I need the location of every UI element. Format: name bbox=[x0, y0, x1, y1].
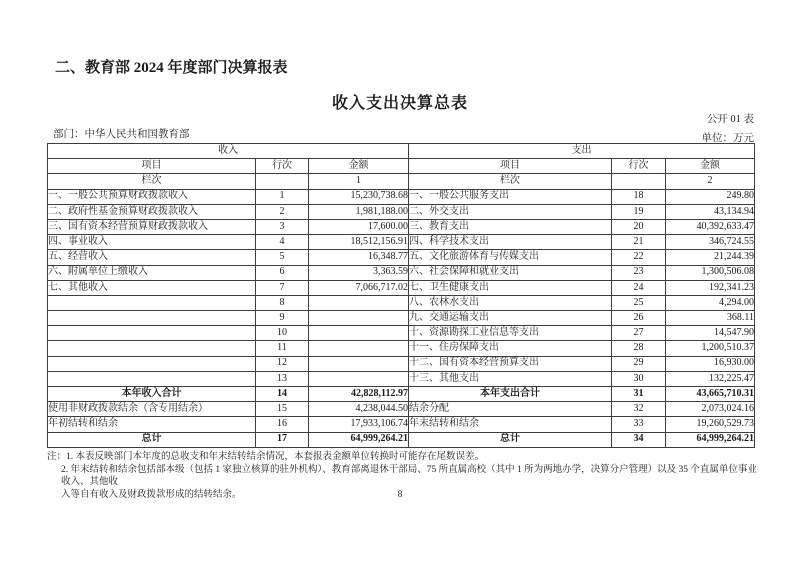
income-line: 16 bbox=[256, 417, 309, 432]
expense-amount: 132,225.47 bbox=[666, 371, 755, 386]
expense-line: 30 bbox=[612, 371, 666, 386]
income-item bbox=[48, 341, 256, 356]
income-item: 年初结转和结余 bbox=[48, 417, 256, 432]
income-amount: 15,230,738.68 bbox=[309, 189, 409, 204]
income-amount-header: 金额 bbox=[309, 159, 409, 174]
expense-amount: 368.11 bbox=[666, 311, 755, 326]
income-item: 本年收入合计 bbox=[48, 387, 256, 402]
income-amount: 64,999,264.21 bbox=[309, 432, 409, 447]
income-item: 一、一般公共预算财政拨款收入 bbox=[48, 189, 256, 204]
income-line: 11 bbox=[256, 341, 309, 356]
income-line: 6 bbox=[256, 265, 309, 280]
summary-table bbox=[47, 143, 755, 448]
income-item bbox=[48, 326, 256, 341]
table-row bbox=[48, 219, 755, 234]
income-line: 3 bbox=[256, 219, 309, 234]
table-column-index-row bbox=[48, 174, 755, 189]
table-row bbox=[48, 341, 755, 356]
income-line: 12 bbox=[256, 356, 309, 371]
expense-column-index-label: 栏次 bbox=[409, 174, 612, 189]
expense-item-header: 项目 bbox=[409, 159, 612, 174]
section-title: 二、教育部 2024 年度部门决算报表 bbox=[55, 60, 288, 76]
income-line: 4 bbox=[256, 235, 309, 250]
expense-amount: 43,134.94 bbox=[666, 204, 755, 219]
income-line: 17 bbox=[256, 432, 309, 447]
expense-item: 十二、国有资本经营预算支出 bbox=[409, 356, 612, 371]
income-line: 13 bbox=[256, 371, 309, 386]
income-amount bbox=[309, 311, 409, 326]
income-item bbox=[48, 295, 256, 310]
income-amount bbox=[309, 371, 409, 386]
table-meta-row bbox=[53, 126, 754, 144]
table-row bbox=[48, 295, 755, 310]
expense-item: 十三、其他支出 bbox=[409, 371, 612, 386]
expense-line: 19 bbox=[612, 204, 666, 219]
income-line: 15 bbox=[256, 402, 309, 417]
expense-amount: 19,260,529.73 bbox=[666, 417, 755, 432]
income-amount: 17,933,106.74 bbox=[309, 417, 409, 432]
income-line: 10 bbox=[256, 326, 309, 341]
income-line: 2 bbox=[256, 204, 309, 219]
expense-amount: 64,999,264.21 bbox=[666, 432, 755, 447]
expense-line: 28 bbox=[612, 341, 666, 356]
expense-amount-header: 金额 bbox=[666, 159, 755, 174]
expense-amount: 43,665,710.31 bbox=[666, 387, 755, 402]
income-amount: 3,363.59 bbox=[309, 265, 409, 280]
income-item bbox=[48, 371, 256, 386]
expense-amount: 16,930.00 bbox=[666, 356, 755, 371]
income-line: 7 bbox=[256, 280, 309, 295]
income-line: 5 bbox=[256, 250, 309, 265]
note-line-3: 入等自有收入及财政拨款形成的结转结余。 bbox=[61, 489, 242, 500]
expense-amount: 14,547.90 bbox=[666, 326, 755, 341]
income-amount: 4,238,044.50 bbox=[309, 402, 409, 417]
table-row bbox=[48, 265, 755, 280]
expense-item: 九、交通运输支出 bbox=[409, 311, 612, 326]
income-column-index-empty bbox=[256, 174, 309, 189]
expense-line: 25 bbox=[612, 295, 666, 310]
expense-item: 本年支出合计 bbox=[409, 387, 612, 402]
income-amount bbox=[309, 356, 409, 371]
expense-line: 18 bbox=[612, 189, 666, 204]
table-row bbox=[48, 417, 755, 432]
income-amount: 42,828,112.97 bbox=[309, 387, 409, 402]
income-item: 使用非财政拨款结余（含专用结余） bbox=[48, 402, 256, 417]
expense-line: 22 bbox=[612, 250, 666, 265]
table-title: 收入支出决算总表 bbox=[331, 95, 468, 112]
income-section-header: 收入 bbox=[48, 144, 409, 159]
table-row bbox=[48, 235, 755, 250]
income-amount: 1,981,188.00 bbox=[309, 204, 409, 219]
expense-amount: 4,294.00 bbox=[666, 295, 755, 310]
expense-item: 结余分配 bbox=[409, 402, 612, 417]
expense-line: 26 bbox=[612, 311, 666, 326]
expense-amount: 21,244.39 bbox=[666, 250, 755, 265]
expense-item: 七、卫生健康支出 bbox=[409, 280, 612, 295]
income-item: 六、附属单位上缴收入 bbox=[48, 265, 256, 280]
expense-column-index: 2 bbox=[666, 174, 755, 189]
table-row bbox=[48, 402, 755, 417]
expense-item: 八、农林水支出 bbox=[409, 295, 612, 310]
expense-line: 32 bbox=[612, 402, 666, 417]
expense-line: 24 bbox=[612, 280, 666, 295]
income-amount bbox=[309, 295, 409, 310]
income-line: 8 bbox=[256, 295, 309, 310]
expense-amount: 346,724.55 bbox=[666, 235, 755, 250]
table-row bbox=[48, 250, 755, 265]
table-row bbox=[48, 371, 755, 386]
table-row bbox=[48, 311, 755, 326]
table-row bbox=[48, 280, 755, 295]
table-row bbox=[48, 326, 755, 341]
table-row-subtotal bbox=[48, 387, 755, 402]
income-item: 二、政府性基金预算财政拨款收入 bbox=[48, 204, 256, 219]
expense-amount: 2,073,024.16 bbox=[666, 402, 755, 417]
table-column-header-row bbox=[48, 159, 755, 174]
income-line: 14 bbox=[256, 387, 309, 402]
note-line-2: 2. 年末结转和结余包括部本级（包括 1 家独立核算的驻外机构）、教育部离退休干部局、75 所直属高校（其中 1 所为两地办学，决算分户管理）以及 35 个直属单位事业收入、其他收 bbox=[61, 464, 757, 487]
expense-section-header: 支出 bbox=[409, 144, 755, 159]
table-code: 公开 01 表 bbox=[706, 114, 754, 125]
income-amount: 18,512,156.91 bbox=[309, 235, 409, 250]
expense-line: 34 bbox=[612, 432, 666, 447]
income-column-index-label: 栏次 bbox=[48, 174, 256, 189]
expense-line: 27 bbox=[612, 326, 666, 341]
expense-item: 三、教育支出 bbox=[409, 219, 612, 234]
expense-line-header: 行次 bbox=[612, 159, 666, 174]
expense-item: 年末结转和结余 bbox=[409, 417, 612, 432]
income-item-header: 项目 bbox=[48, 159, 256, 174]
income-item: 三、国有资本经营预算财政拨款收入 bbox=[48, 219, 256, 234]
income-line-header: 行次 bbox=[256, 159, 309, 174]
page-number: 8 bbox=[397, 490, 403, 500]
table-row bbox=[48, 189, 755, 204]
income-column-index: 1 bbox=[309, 174, 409, 189]
expense-item: 总计 bbox=[409, 432, 612, 447]
income-item bbox=[48, 356, 256, 371]
income-item: 四、事业收入 bbox=[48, 235, 256, 250]
expense-line: 20 bbox=[612, 219, 666, 234]
unit-label: 单位：万元 bbox=[701, 133, 754, 144]
expense-item: 十、资源勘探工业信息等支出 bbox=[409, 326, 612, 341]
expense-line: 29 bbox=[612, 356, 666, 371]
income-amount: 16,348.77 bbox=[309, 250, 409, 265]
expense-amount: 40,392,633.47 bbox=[666, 219, 755, 234]
expense-line: 21 bbox=[612, 235, 666, 250]
expense-item: 一、一般公共服务支出 bbox=[409, 189, 612, 204]
expense-amount: 1,200,510.37 bbox=[666, 341, 755, 356]
income-amount: 17,600.00 bbox=[309, 219, 409, 234]
expense-line: 33 bbox=[612, 417, 666, 432]
department-label: 部门：中华人民共和国教育部 bbox=[53, 129, 190, 140]
table-section-header-row bbox=[48, 144, 755, 159]
expense-item: 十一、住房保障支出 bbox=[409, 341, 612, 356]
income-item: 七、其他收入 bbox=[48, 280, 256, 295]
income-line: 1 bbox=[256, 189, 309, 204]
table-row bbox=[48, 204, 755, 219]
note-line-1: 注：1. 本表反映部门本年度的总收支和年末结转结余情况，本套报表金额单位转换时可能存在尾数误差。 bbox=[47, 452, 485, 462]
income-item bbox=[48, 311, 256, 326]
expense-item: 五、文化旅游体育与传媒支出 bbox=[409, 250, 612, 265]
table-row bbox=[48, 356, 755, 371]
income-item: 五、经营收入 bbox=[48, 250, 256, 265]
income-item: 总计 bbox=[48, 432, 256, 447]
income-amount bbox=[309, 341, 409, 356]
expense-item: 六、社会保障和就业支出 bbox=[409, 265, 612, 280]
expense-item: 二、外交支出 bbox=[409, 204, 612, 219]
expense-amount: 1,300,506.08 bbox=[666, 265, 755, 280]
expense-amount: 249.80 bbox=[666, 189, 755, 204]
table-row-grand-total bbox=[48, 432, 755, 447]
income-amount bbox=[309, 326, 409, 341]
expense-line: 23 bbox=[612, 265, 666, 280]
expense-item: 四、科学技术支出 bbox=[409, 235, 612, 250]
expense-line: 31 bbox=[612, 387, 666, 402]
income-amount: 7,066,717.02 bbox=[309, 280, 409, 295]
income-line: 9 bbox=[256, 311, 309, 326]
expense-amount: 192,341.23 bbox=[666, 280, 755, 295]
expense-column-index-empty bbox=[612, 174, 666, 189]
